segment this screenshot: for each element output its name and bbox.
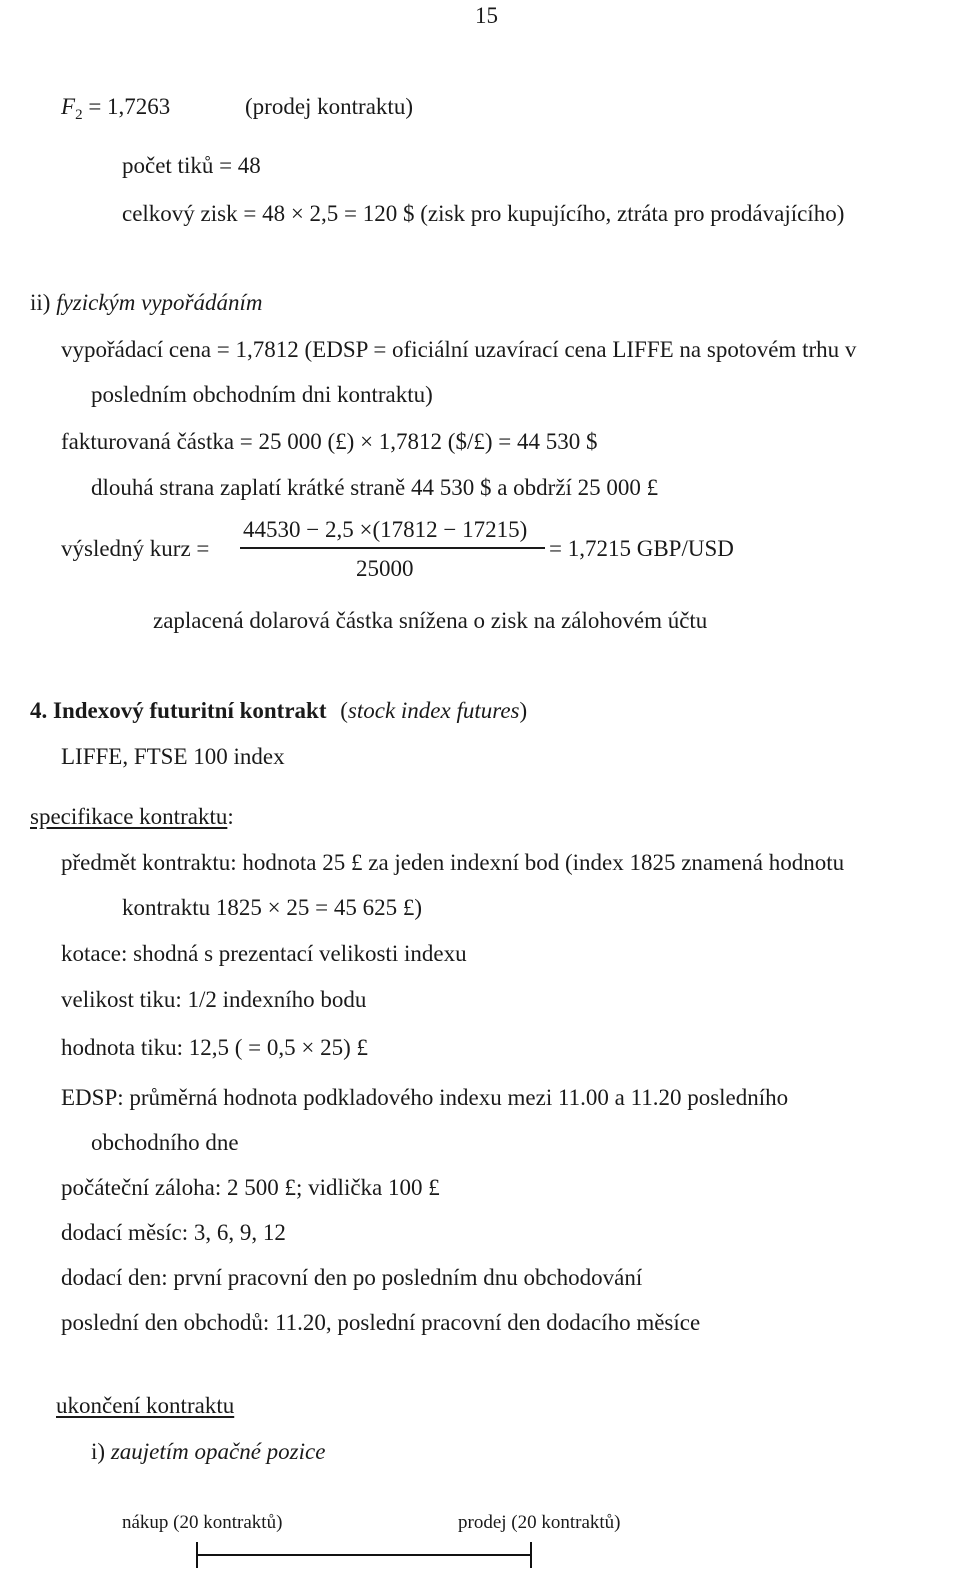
settlement-price-line: vypořádací cena = 1,7812 (EDSP = oficiální uzavírací cena LIFFE na spotovém trhu v (61, 337, 857, 362)
termination-heading: ukončení kontraktu (56, 1393, 235, 1418)
formula-result: = 1,7215 GBP/USD (549, 536, 734, 561)
spec-delivery-day: dodací den: první pracovní den po posledním dnu obchodování (61, 1265, 643, 1290)
formula-denominator: 25000 (356, 556, 414, 581)
f2-symbol: F (61, 94, 76, 119)
formula-numerator: 44530 − 2,5 ×(17812 − 17215) (243, 517, 528, 542)
page-number: 15 (475, 3, 498, 28)
section-4-subtitle-close: ) (519, 698, 528, 723)
spec-tick-value: hodnota tiku: 12,5 ( = 0,5 × 25) £ (61, 1035, 369, 1060)
section-4-number: 4. (30, 698, 53, 723)
section-4-heading (30, 699, 527, 722)
physical-label: fyzickým vypořádáním (56, 290, 263, 315)
section-4-title: Indexový futuritní kontrakt (53, 698, 327, 723)
spec-heading (30, 805, 234, 828)
spec-edsp: EDSP: průměrná hodnota podkladového indexu mezi 11.00 a 11.20 posledního (61, 1085, 789, 1110)
termination-item-prefix: i) (91, 1439, 111, 1464)
spec-margin: počáteční záloha: 2 500 £; vidlička 100 £ (61, 1175, 440, 1200)
physical-prefix: ii) (30, 290, 57, 315)
resulting-rate-label: výsledný kurz = (61, 536, 210, 561)
profit-line: celkový zisk = 48 × 2,5 = 120 $ (zisk pro kupujícího, ztráta pro prodávajícího) (122, 201, 845, 226)
spec-tick-size: velikost tiku: 1/2 indexního bodu (61, 987, 367, 1012)
f2-note: (prodej kontraktu) (245, 94, 413, 119)
spec-subject-cont: kontraktu 1825 × 25 = 45 625 £) (122, 895, 422, 920)
spec-subject: předmět kontraktu: hodnota 25 £ za jeden indexní bod (index 1825 znamená hodnotu (61, 850, 845, 875)
exchange-line: LIFFE, FTSE 100 index (61, 744, 285, 769)
spec-heading-text: specifikace kontraktu (30, 804, 228, 829)
f2-subscript: 2 (75, 107, 83, 123)
timeline-tick-buy (196, 1542, 198, 1568)
timeline-tick-sell (530, 1542, 532, 1568)
timeline-sell-label: prodej (20 kontraktů) (458, 1512, 621, 1533)
invoiced-amount-line: fakturovaná částka = 25 000 (£) × 1,7812 ($/£) = 44 530 $ (61, 429, 598, 454)
physical-settlement-heading (30, 291, 263, 314)
timeline-line (196, 1554, 532, 1556)
f2-value: = 1,7263 (88, 94, 171, 119)
settlement-price-line-cont: posledním obchodním dni kontraktu) (91, 382, 433, 407)
spec-delivery-months: dodací měsíc: 3, 6, 9, 12 (61, 1220, 286, 1245)
section-4-subtitle-open: ( (340, 698, 348, 723)
termination-item (91, 1440, 325, 1463)
f2-line (61, 94, 171, 123)
long-side-pays-line: dlouhá strana zaplatí krátké straně 44 530 $ a obdrží 25 000 £ (91, 475, 659, 500)
termination-item-text: zaujetím opačné pozice (110, 1439, 326, 1464)
spec-quotation: kotace: shodná s prezentací velikosti indexu (61, 941, 467, 966)
spec-last-trading-day: poslední den obchodů: 11.20, poslední pracovní den dodacího měsíce (61, 1310, 701, 1335)
spec-edsp-cont: obchodního dne (91, 1130, 239, 1155)
fraction-bar (240, 547, 545, 549)
section-4-subtitle: stock index futures (347, 698, 520, 723)
spec-heading-colon: : (227, 804, 234, 829)
ticks-line: počet tiků = 48 (122, 153, 261, 178)
timeline-buy-label: nákup (20 kontraktů) (122, 1512, 283, 1533)
reduced-amount-line: zaplacená dolarová částka snížena o zisk na zálohovém účtu (153, 608, 708, 633)
